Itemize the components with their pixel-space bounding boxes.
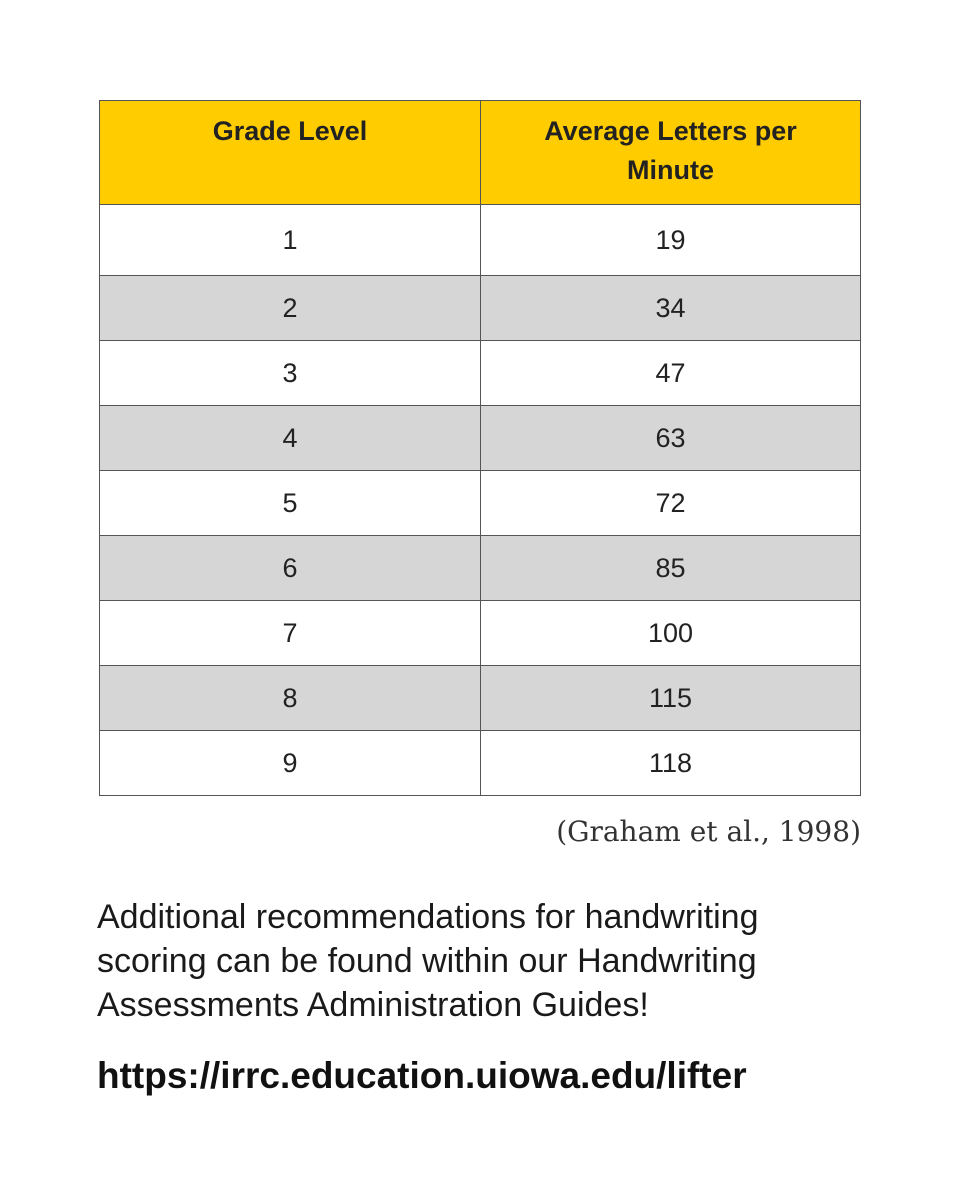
table-row	[100, 205, 861, 276]
letters-cell: 63	[481, 406, 861, 471]
table-row	[100, 341, 861, 406]
letters-cell: 34	[481, 276, 861, 341]
grade-cell: 3	[100, 341, 481, 406]
recommendation-note: Additional recommendations for handwriting scoring can be found within our Handwriting Assessments Administration Guides!	[97, 898, 759, 1024]
table-row	[100, 406, 861, 471]
grade-cell: 5	[100, 471, 481, 536]
letters-cell: 72	[481, 471, 861, 536]
citation: (Graham et al., 1998)	[556, 815, 861, 848]
table-row	[100, 536, 861, 601]
header-grade-level: Grade Level	[100, 101, 481, 205]
letters-cell: 19	[481, 205, 861, 276]
table-row	[100, 276, 861, 341]
table-row	[100, 666, 861, 731]
grade-cell: 4	[100, 406, 481, 471]
letters-per-minute-table	[99, 100, 861, 796]
grade-cell: 7	[100, 601, 481, 666]
header-average-letters-line2: Minute	[627, 155, 714, 185]
grade-cell: 6	[100, 536, 481, 601]
grade-cell: 9	[100, 731, 481, 796]
table-row	[100, 601, 861, 666]
header-average-letters-line1: Average Letters per	[544, 116, 797, 146]
table-header-row	[100, 101, 861, 205]
letters-cell: 47	[481, 341, 861, 406]
lifter-url-link[interactable]: https://irrc.education.uiowa.edu/lifter	[97, 1055, 747, 1096]
grade-cell: 1	[100, 205, 481, 276]
grade-cell: 8	[100, 666, 481, 731]
table-row	[100, 471, 861, 536]
letters-cell: 85	[481, 536, 861, 601]
letters-cell: 100	[481, 601, 861, 666]
table-row	[100, 731, 861, 796]
letters-cell: 115	[481, 666, 861, 731]
header-average-letters	[481, 101, 861, 205]
letters-cell: 118	[481, 731, 861, 796]
grade-cell: 2	[100, 276, 481, 341]
